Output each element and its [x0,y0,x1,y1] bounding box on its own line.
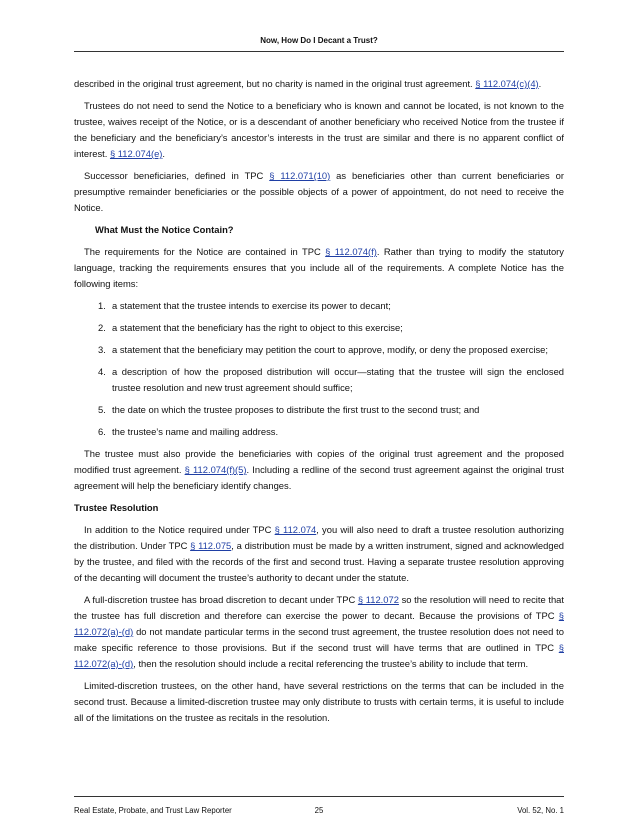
citation-link[interactable]: § 112.075 [190,540,232,551]
list-item: 5. the date on which the trustee proposes to distribute the first trust to the second trust; and [98,404,480,415]
footer-rule [74,796,564,797]
citation-link[interactable]: § 112.074(e) [109,148,163,159]
paragraph-8: Limited-discretion trustees, on the other hand, have several restrictions on the terms that can be included in the second trust. Because a limited-discretion trustee may only distribute to trusts with certain terms, it is useful to include all of the limitations on the trustee as recitals in the resolution. [74,680,564,723]
citation-link[interactable]: § 112.072(a)-(d) [74,642,564,669]
paragraph-1: described in the original trust agreement, but no charity is named in the original trust agreement. § 112.074(c)(4). [74,78,542,89]
citation-link[interactable]: § 112.071(10) [269,170,331,181]
list-item: 6. the trustee’s name and mailing address. [98,426,279,437]
list-item: 1. a statement that the trustee intends to exercise its power to decant; [98,300,391,311]
paragraph-3: Successor beneficiaries, defined in TPC § 112.071(10) as beneficiaries other than current beneficiaries or presumptive remainder beneficiaries or the possible objects of a power of appointment, do not need to receive the Notice. [74,170,564,213]
section-heading: What Must the Notice Contain? [95,224,234,235]
list-item: 4. a description of how the proposed distribution will occur—stating that the trustee will sign the enclosed trustee resolution and new trust agreement should suffice; [98,366,564,393]
page-number: 25 [314,806,324,815]
section-heading: Trustee Resolution [74,502,159,513]
list-item: 3. a statement that the beneficiary may petition the court to approve, modify, or deny the proposed exercise; [98,344,549,355]
requirements-list [74,298,564,440]
citation-link[interactable]: § 112.074 [274,524,317,535]
citation-link[interactable]: § 112.074(f) [325,246,377,257]
volume-info: Vol. 52, No. 1 [517,806,564,815]
citation-link[interactable]: § 112.072 [357,594,399,605]
header-rule [74,51,564,52]
paragraph-6: In addition to the Notice required under TPC § 112.074, you will also need to draft a trustee resolution authorizing the distribution. Under TPC § 112.075, a distribution must be made by a written instrument, signed and acknowledged by the trustee, and filed with the records of the first and second trust. Having a separate trustee resolution approving of the decanting will document the trustee’s authority to decant under the statute. [74,524,565,583]
paragraph-2: Trustees do not need to send the Notice to a beneficiary who is known and cannot be located, is not known to the trustee, waives receipt of the Notice, or is a descendant of another beneficiary who received Notice from the trustee if the beneficiary and the beneficiary’s ancestor’s interests in the trust are similar and there is no apparent conflict of interest. § 112.074(e). [74,100,564,159]
running-header: Now, How Do I Decant a Trust? [260,36,378,45]
citation-link[interactable]: § 112.074(f)(5) [184,464,247,475]
paragraph-7: A full-discretion trustee has broad discretion to decant under TPC § 112.072 so the resolution will need to recite that the trustee has full discretion and therefore can exercise the power to decant. Because the provisions of TPC § 112.072(a)-(d) do not mandate particular terms in the second trust agreement, the trustee resolution does not need to make specific reference to those provisions. But if the second trust will have terms that are outlined in TPC § 112.072(a)-(d), then the resolution should include a recital referencing the trustee’s ability to include that term. [74,594,564,669]
citation-link[interactable]: § 112.072(a)-(d) [74,610,564,637]
body-text [74,76,564,732]
paragraph-4: The requirements for the Notice are contained in TPC § 112.074(f). Rather than trying to modify the statutory language, tracking the requirements ensures that you include all of the requirements. A complete Notice has the following items: [74,246,564,289]
list-item: 2. a statement that the beneficiary has the right to object to this exercise; [98,322,403,333]
paragraph-5: The trustee must also provide the beneficiaries with copies of the original trust agreement and the proposed modified trust agreement. § 112.074(f)(5). Including a redline of the second trust agreement against the original trust agreement will help the beneficiary identify changes. [74,448,564,491]
citation-link[interactable]: § 112.074(c)(4) [475,78,539,89]
publication-name: Real Estate, Probate, and Trust Law Reporter [74,806,232,815]
